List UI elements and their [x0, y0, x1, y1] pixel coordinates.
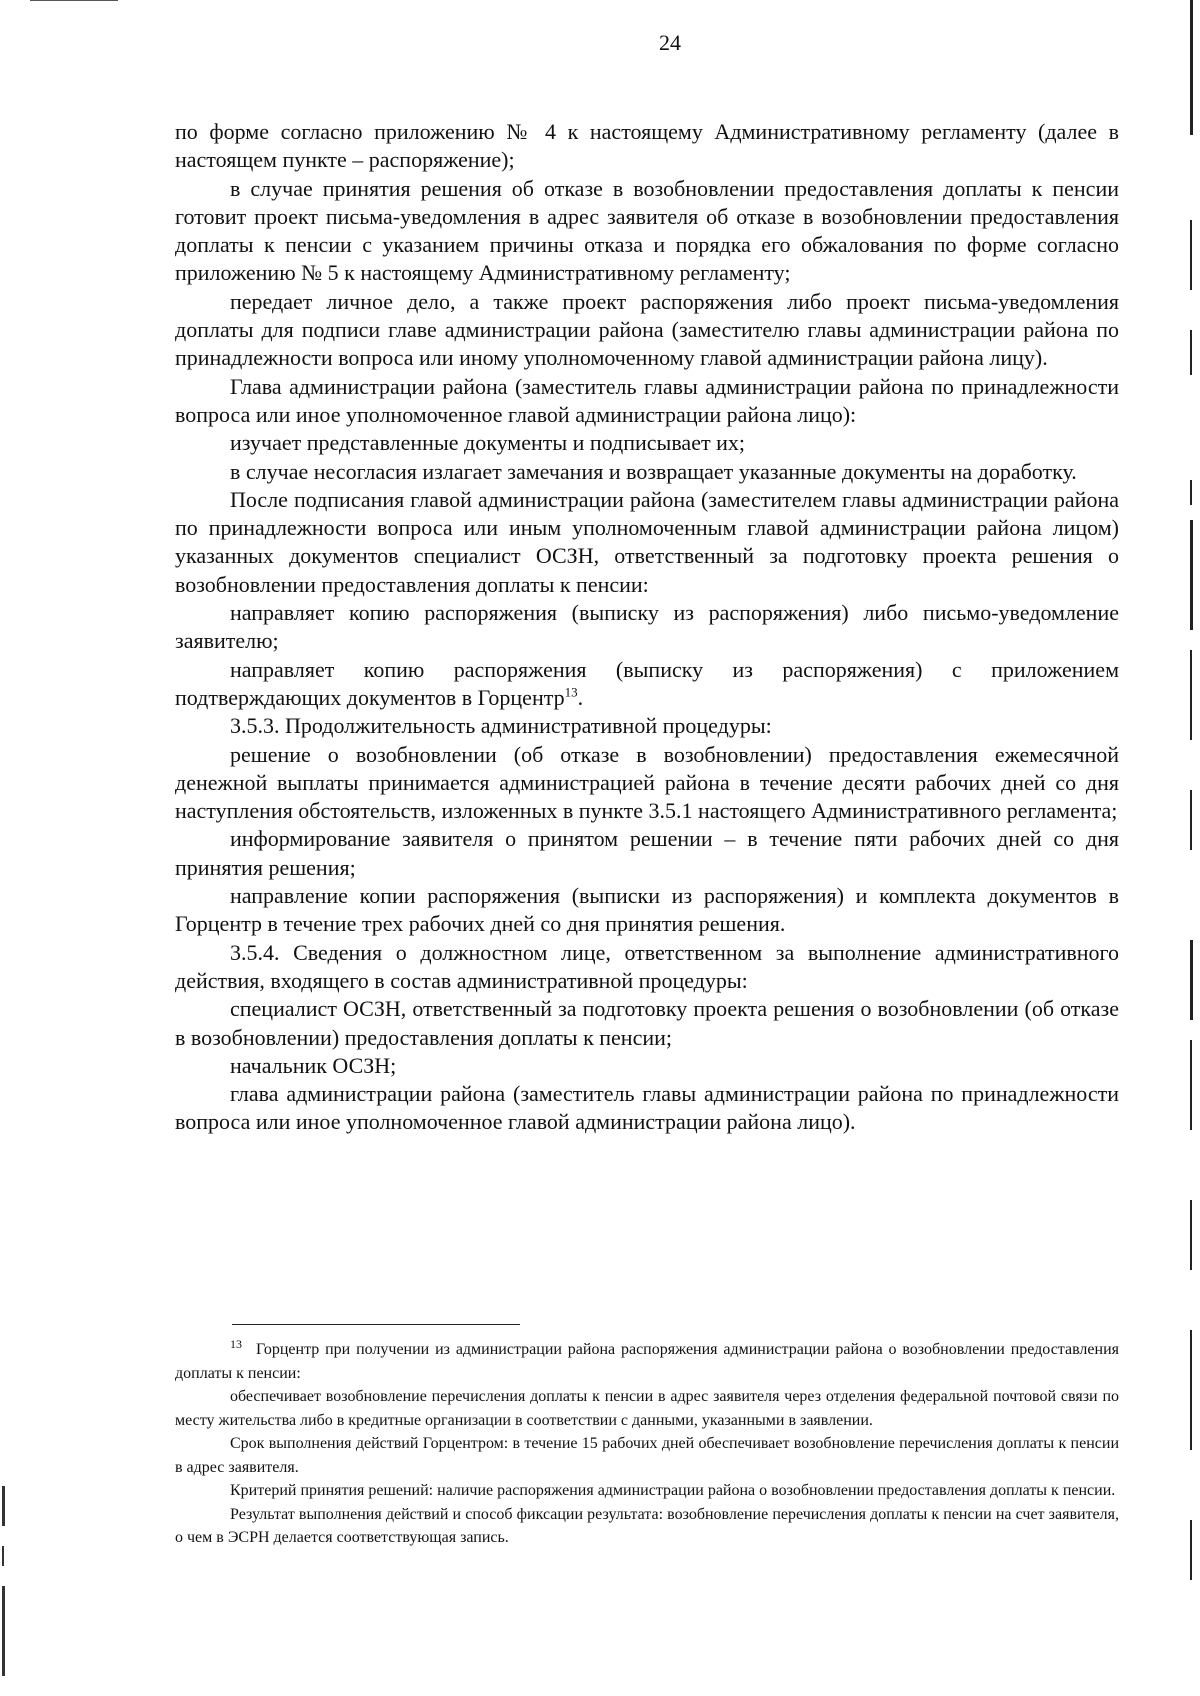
paragraph-text: решение о возобновлении (об отказе в возобновлении) предоставления ежемесячной денежной выплаты принимается администрацией района в течение десяти рабочих дней со дня наступления обстоятельств, изложенных в пункте 3.5.1 настоящего Административного регламента; — [175, 741, 1119, 824]
paragraph — [175, 486, 1119, 599]
footnote-text: Горцентр при получении из администрации района распоряжения администрации района о возобновлении предоставления доплаты к пенсии: — [175, 1341, 1119, 1382]
footnote-paragraph — [175, 1479, 1119, 1503]
section-heading — [175, 712, 1119, 740]
paragraph — [175, 656, 1119, 713]
paragraph — [175, 995, 1119, 1052]
paragraph — [175, 288, 1119, 373]
footnote-paragraph — [175, 1503, 1119, 1550]
footnote-paragraph — [175, 1432, 1119, 1479]
footnote-text: Результат выполнения действий и способ фиксации результата: возобновление перечисления доплаты к пенсии на счет заявителя, о чем в ЭСРН делается соответствующая запись. — [175, 1505, 1119, 1546]
paragraph-text: направляет копию распоряжения (выписку из распоряжения) либо письмо-уведомление заявителю; — [175, 600, 1119, 654]
paragraph-text: начальник ОСЗН; — [230, 1052, 397, 1078]
main-text-body — [175, 118, 1119, 1137]
paragraph-text: глава администрации района (заместитель главы администрации района по принадлежности вопроса или иное уполномоченное главой администрации района лицо). — [175, 1081, 1119, 1135]
paragraph — [175, 882, 1119, 939]
paragraph — [175, 1080, 1119, 1137]
page-number: 24 — [659, 30, 681, 55]
paragraph-text: в случае несогласия излагает замечания и возвращает указанные документы на доработку. — [230, 458, 1077, 484]
paragraph-text: После подписания главой администрации района (заместителем главы администрации района по принадлежности вопроса или иным уполномоченным главой администрации района лицом) указанных документов специалист ОСЗН, ответственный за подготовку проекта решения о возобновлении предоставления доплаты к пенсии: — [175, 486, 1119, 597]
footnote-text: обеспечивает возобновление перечисления доплаты к пенсии в адрес заявителя через отделения федеральной почтовой связи по месту жительства либо в кредитные организации в соответствии с данными, указанными в заявлении. — [175, 1388, 1119, 1429]
footnote-mark: 13 — [230, 1336, 242, 1351]
footnote-separator — [232, 1324, 520, 1325]
paragraph — [175, 118, 1119, 175]
paragraph-text: специалист ОСЗН, ответственный за подготовку проекта решения о возобновлении (об отказе в возобновлении) предоставления доплаты к пенсии; — [175, 996, 1119, 1050]
footnote-reference[interactable]: 13 — [564, 684, 578, 700]
scan-right-edge-marks — [1190, 0, 1194, 1696]
paragraph-text: направление копии распоряжения (выписки из распоряжения) и комплекта документов в Горцентр в течение трех рабочих дней со дня принятия решения. — [175, 883, 1119, 937]
paragraph — [175, 458, 1119, 486]
scan-left-edge-marks — [2, 1486, 5, 1676]
paragraph-text: передает личное дело, а также проект распоряжения либо проект письма-уведомления доплаты для подписи главе администрации района (заместителю главы администрации района по принадлежности вопроса или иному уполномоченному главой администрации района лицу). — [175, 288, 1119, 371]
paragraph-text: 3.5.3. Продолжительность административной процедуры: — [230, 713, 772, 739]
footnote-paragraph — [175, 1385, 1119, 1432]
paragraph — [175, 373, 1119, 430]
scan-top-edge-line — [30, 0, 118, 1]
paragraph-text-end: . — [577, 684, 584, 710]
paragraph — [175, 741, 1119, 826]
paragraph-text: направляет копию распоряжения (выписку из распоряжения) с приложением подтверждающих документов в Горцентр — [175, 656, 1119, 710]
paragraph-text: Глава администрации района (заместитель главы администрации района по принадлежности вопроса или иное уполномоченное главой администрации района лицо): — [175, 373, 1119, 427]
paragraph-text: изучает представленные документы и подписывает их; — [230, 430, 745, 456]
footnotes — [175, 1338, 1119, 1550]
paragraph-text: по форме согласно приложению № 4 к настоящему Административному регламенту (далее в настоящем пункте – распоряжение); — [175, 119, 1119, 173]
paragraph-text: 3.5.4. Сведения о должностном лице, ответственном за выполнение административного действия, входящего в состав административной процедуры: — [175, 939, 1119, 993]
paragraph — [175, 599, 1119, 656]
section-heading — [175, 939, 1119, 996]
footnote-text: Срок выполнения действий Горцентром: в течение 15 рабочих дней обеспечивает возобновление перечисления доплаты к пенсии в адрес заявителя. — [175, 1435, 1119, 1476]
footnote-text: Критерий принятия решений: наличие распоряжения администрации района о возобновлении предоставления доплаты к пенсии. — [230, 1482, 1116, 1499]
footnote-paragraph — [175, 1338, 1119, 1385]
paragraph-text: в случае принятия решения об отказе в возобновлении предоставления доплаты к пенсии готовит проект письма-уведомления в адрес заявителя об отказе в возобновлении предоставления доплаты к пенсии с указанием причины отказа и порядка его обжалования по форме согласно приложению № 5 к настоящему Административному регламенту; — [175, 175, 1119, 286]
paragraph — [175, 1052, 1119, 1080]
paragraph-text: информирование заявителя о принятом решении – в течение пяти рабочих дней со дня принятия решения; — [175, 826, 1119, 880]
paragraph — [175, 175, 1119, 288]
paragraph — [175, 429, 1119, 457]
paragraph — [175, 825, 1119, 882]
